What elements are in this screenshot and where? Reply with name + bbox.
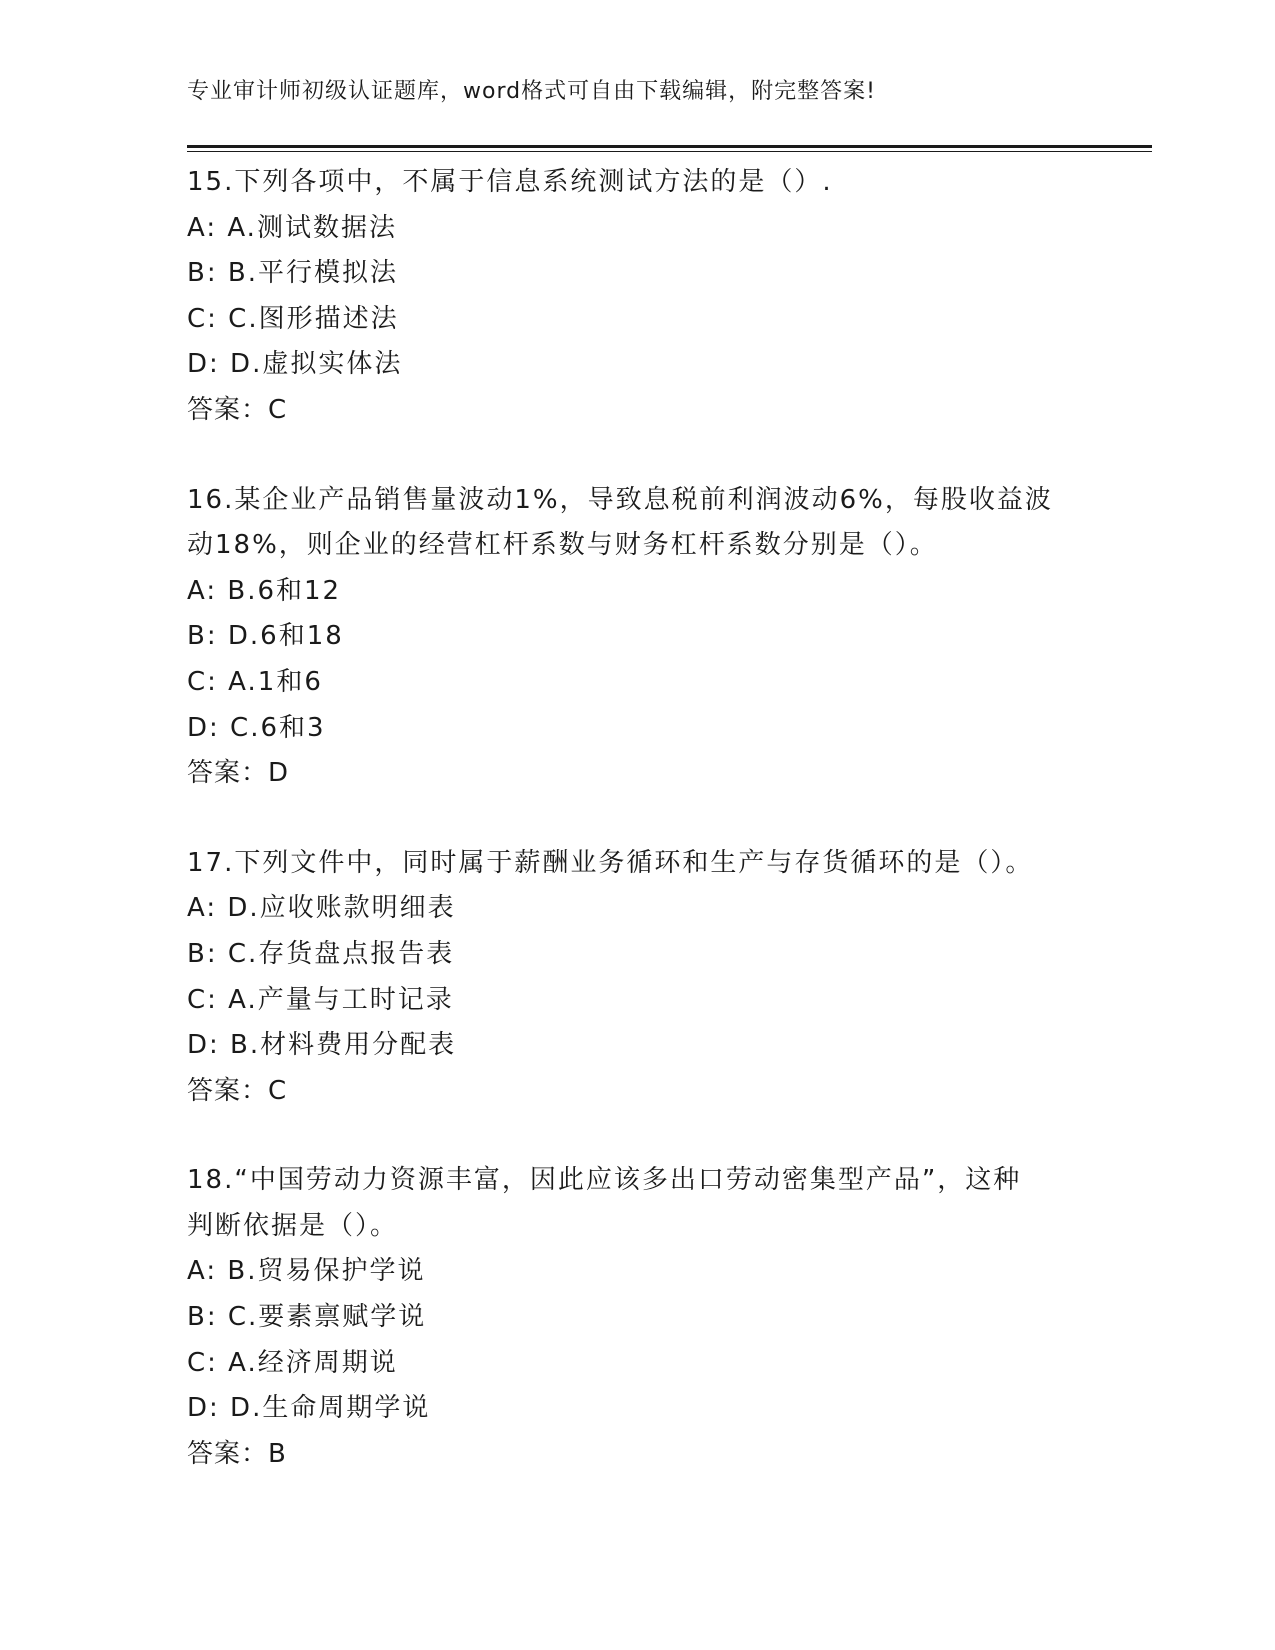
option-b: B: D.6和18 — [187, 621, 344, 652]
header-rule-thick — [187, 145, 1152, 148]
page-header: 专业审计师初级认证题库，word格式可自由下载编辑，附完整答案! — [187, 79, 876, 104]
answer-line: 答案：D — [187, 758, 290, 789]
option-d: D: B.材料费用分配表 — [187, 1030, 457, 1061]
option-c: C: A.产量与工时记录 — [187, 984, 454, 1015]
question-16 — [187, 478, 1087, 797]
question-17 — [187, 841, 1087, 1115]
option-b: B: C.存货盘点报告表 — [187, 938, 455, 969]
question-stem-line: 15.下列各项中，不属于信息系统测试方法的是（）. — [187, 167, 833, 197]
answer-line: 答案：C — [187, 1075, 288, 1106]
option-b: B: C.要素禀赋学说 — [187, 1302, 427, 1333]
option-a: A: A.测试数据法 — [187, 212, 397, 243]
question-15 — [187, 160, 1087, 434]
question-18 — [187, 1158, 1087, 1477]
option-c: C: A.1和6 — [187, 666, 323, 697]
option-d: D: D.生命周期学说 — [187, 1393, 431, 1424]
answer-line: 答案：B — [187, 1438, 287, 1469]
option-a: A: B.贸易保护学说 — [187, 1256, 426, 1287]
option-d: D: D.虚拟实体法 — [187, 349, 403, 380]
option-c: C: C.图形描述法 — [187, 303, 399, 334]
header-rule-thin — [187, 151, 1152, 152]
question-stem-line: 18.“中国劳动力资源丰富，因此应该多出口劳动密集型产品”，这种 — [187, 1165, 1022, 1196]
option-d: D: C.6和3 — [187, 712, 326, 743]
question-stem-line: 判断依据是（）。 — [187, 1210, 399, 1241]
question-stem-line: 动18%，则企业的经营杠杆系数与财务杠杆系数分别是（）。 — [187, 530, 938, 561]
option-a: A: D.应收账款明细表 — [187, 893, 456, 924]
option-b: B: B.平行模拟法 — [187, 258, 398, 289]
question-list — [187, 160, 1087, 1521]
answer-line: 答案：C — [187, 394, 288, 425]
question-stem-line: 16.某企业产品销售量波动1%，导致息税前利润波动6%，每股收益波 — [187, 484, 1053, 515]
option-a: A: B.6和12 — [187, 575, 342, 606]
option-c: C: A.经济周期说 — [187, 1347, 398, 1378]
question-stem-line: 17.下列文件中，同时属于薪酬业务循环和生产与存货循环的是（）。 — [187, 847, 1034, 878]
